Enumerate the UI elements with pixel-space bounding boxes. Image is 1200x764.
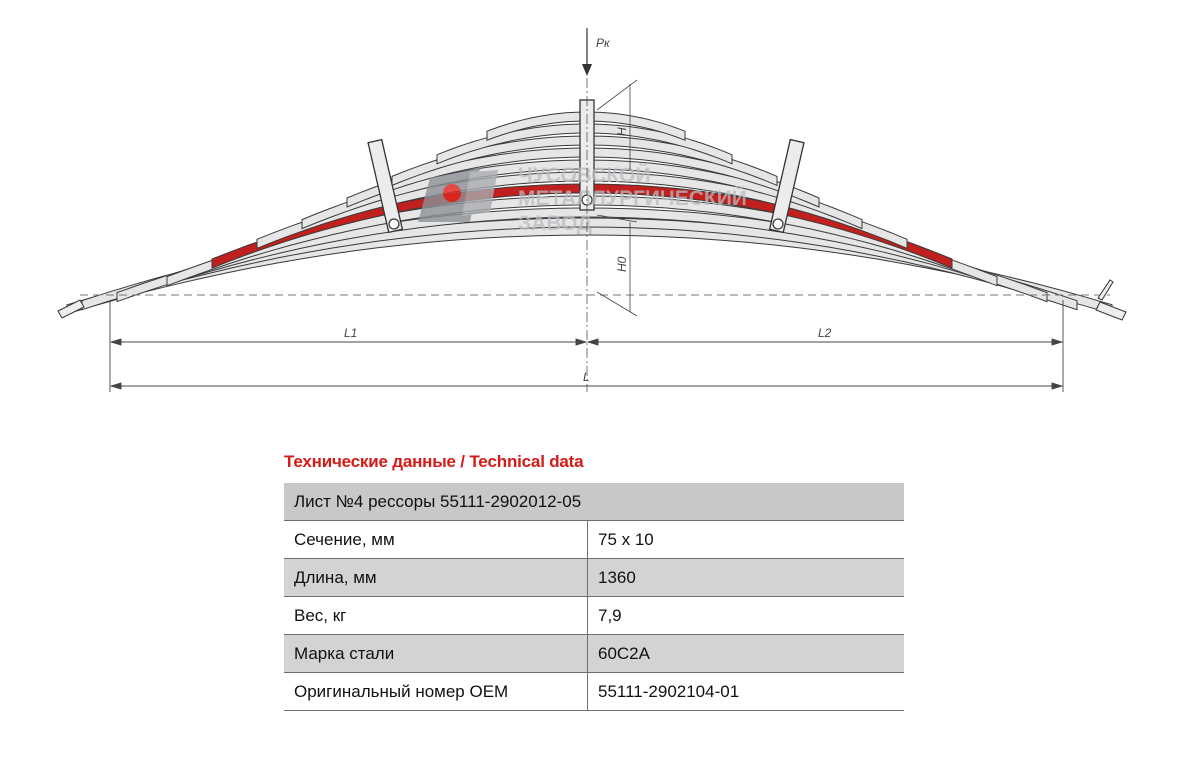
left-length-label: L1 — [344, 326, 358, 340]
row-label: Сечение, мм — [284, 521, 588, 559]
row-value: 55111-2902104-01 — [588, 673, 905, 711]
left-leaf-end — [58, 300, 84, 318]
row-label: Оригинальный номер OEM — [284, 673, 588, 711]
row-value: 75 х 10 — [588, 521, 905, 559]
table-row — [284, 673, 904, 711]
row-value: 60С2А — [588, 635, 905, 673]
watermark-line-1: ЧУСОВСКОЙ — [518, 164, 651, 187]
force-arrow — [582, 28, 611, 76]
technical-data-table — [284, 483, 904, 711]
total-length-label: L — [583, 370, 590, 384]
table-row — [284, 521, 904, 559]
right-length-label: L2 — [818, 326, 832, 340]
row-label: Марка стали — [284, 635, 588, 673]
table-header-row — [284, 483, 904, 521]
table-header-cell: Лист №4 рессоры 55111-2902012-05 — [284, 483, 904, 521]
watermark-line-3: ЗАВОД — [518, 212, 592, 235]
height-label-bottom: H0 — [615, 256, 629, 272]
force-label: Рк — [596, 36, 610, 50]
height-label-top: H — [615, 127, 629, 136]
table-row — [284, 559, 904, 597]
row-label: Вес, кг — [284, 597, 588, 635]
watermark-line-2: МЕТАЛЛУРГИЧЕСКИЙ — [518, 187, 747, 210]
row-value: 7,9 — [588, 597, 905, 635]
technical-data-title: Технические данные / Technical data — [284, 452, 584, 471]
table-row — [284, 635, 904, 673]
row-value: 1360 — [588, 559, 905, 597]
row-label: Длина, мм — [284, 559, 588, 597]
right-leaf-end — [1096, 280, 1126, 320]
table-row — [284, 597, 904, 635]
